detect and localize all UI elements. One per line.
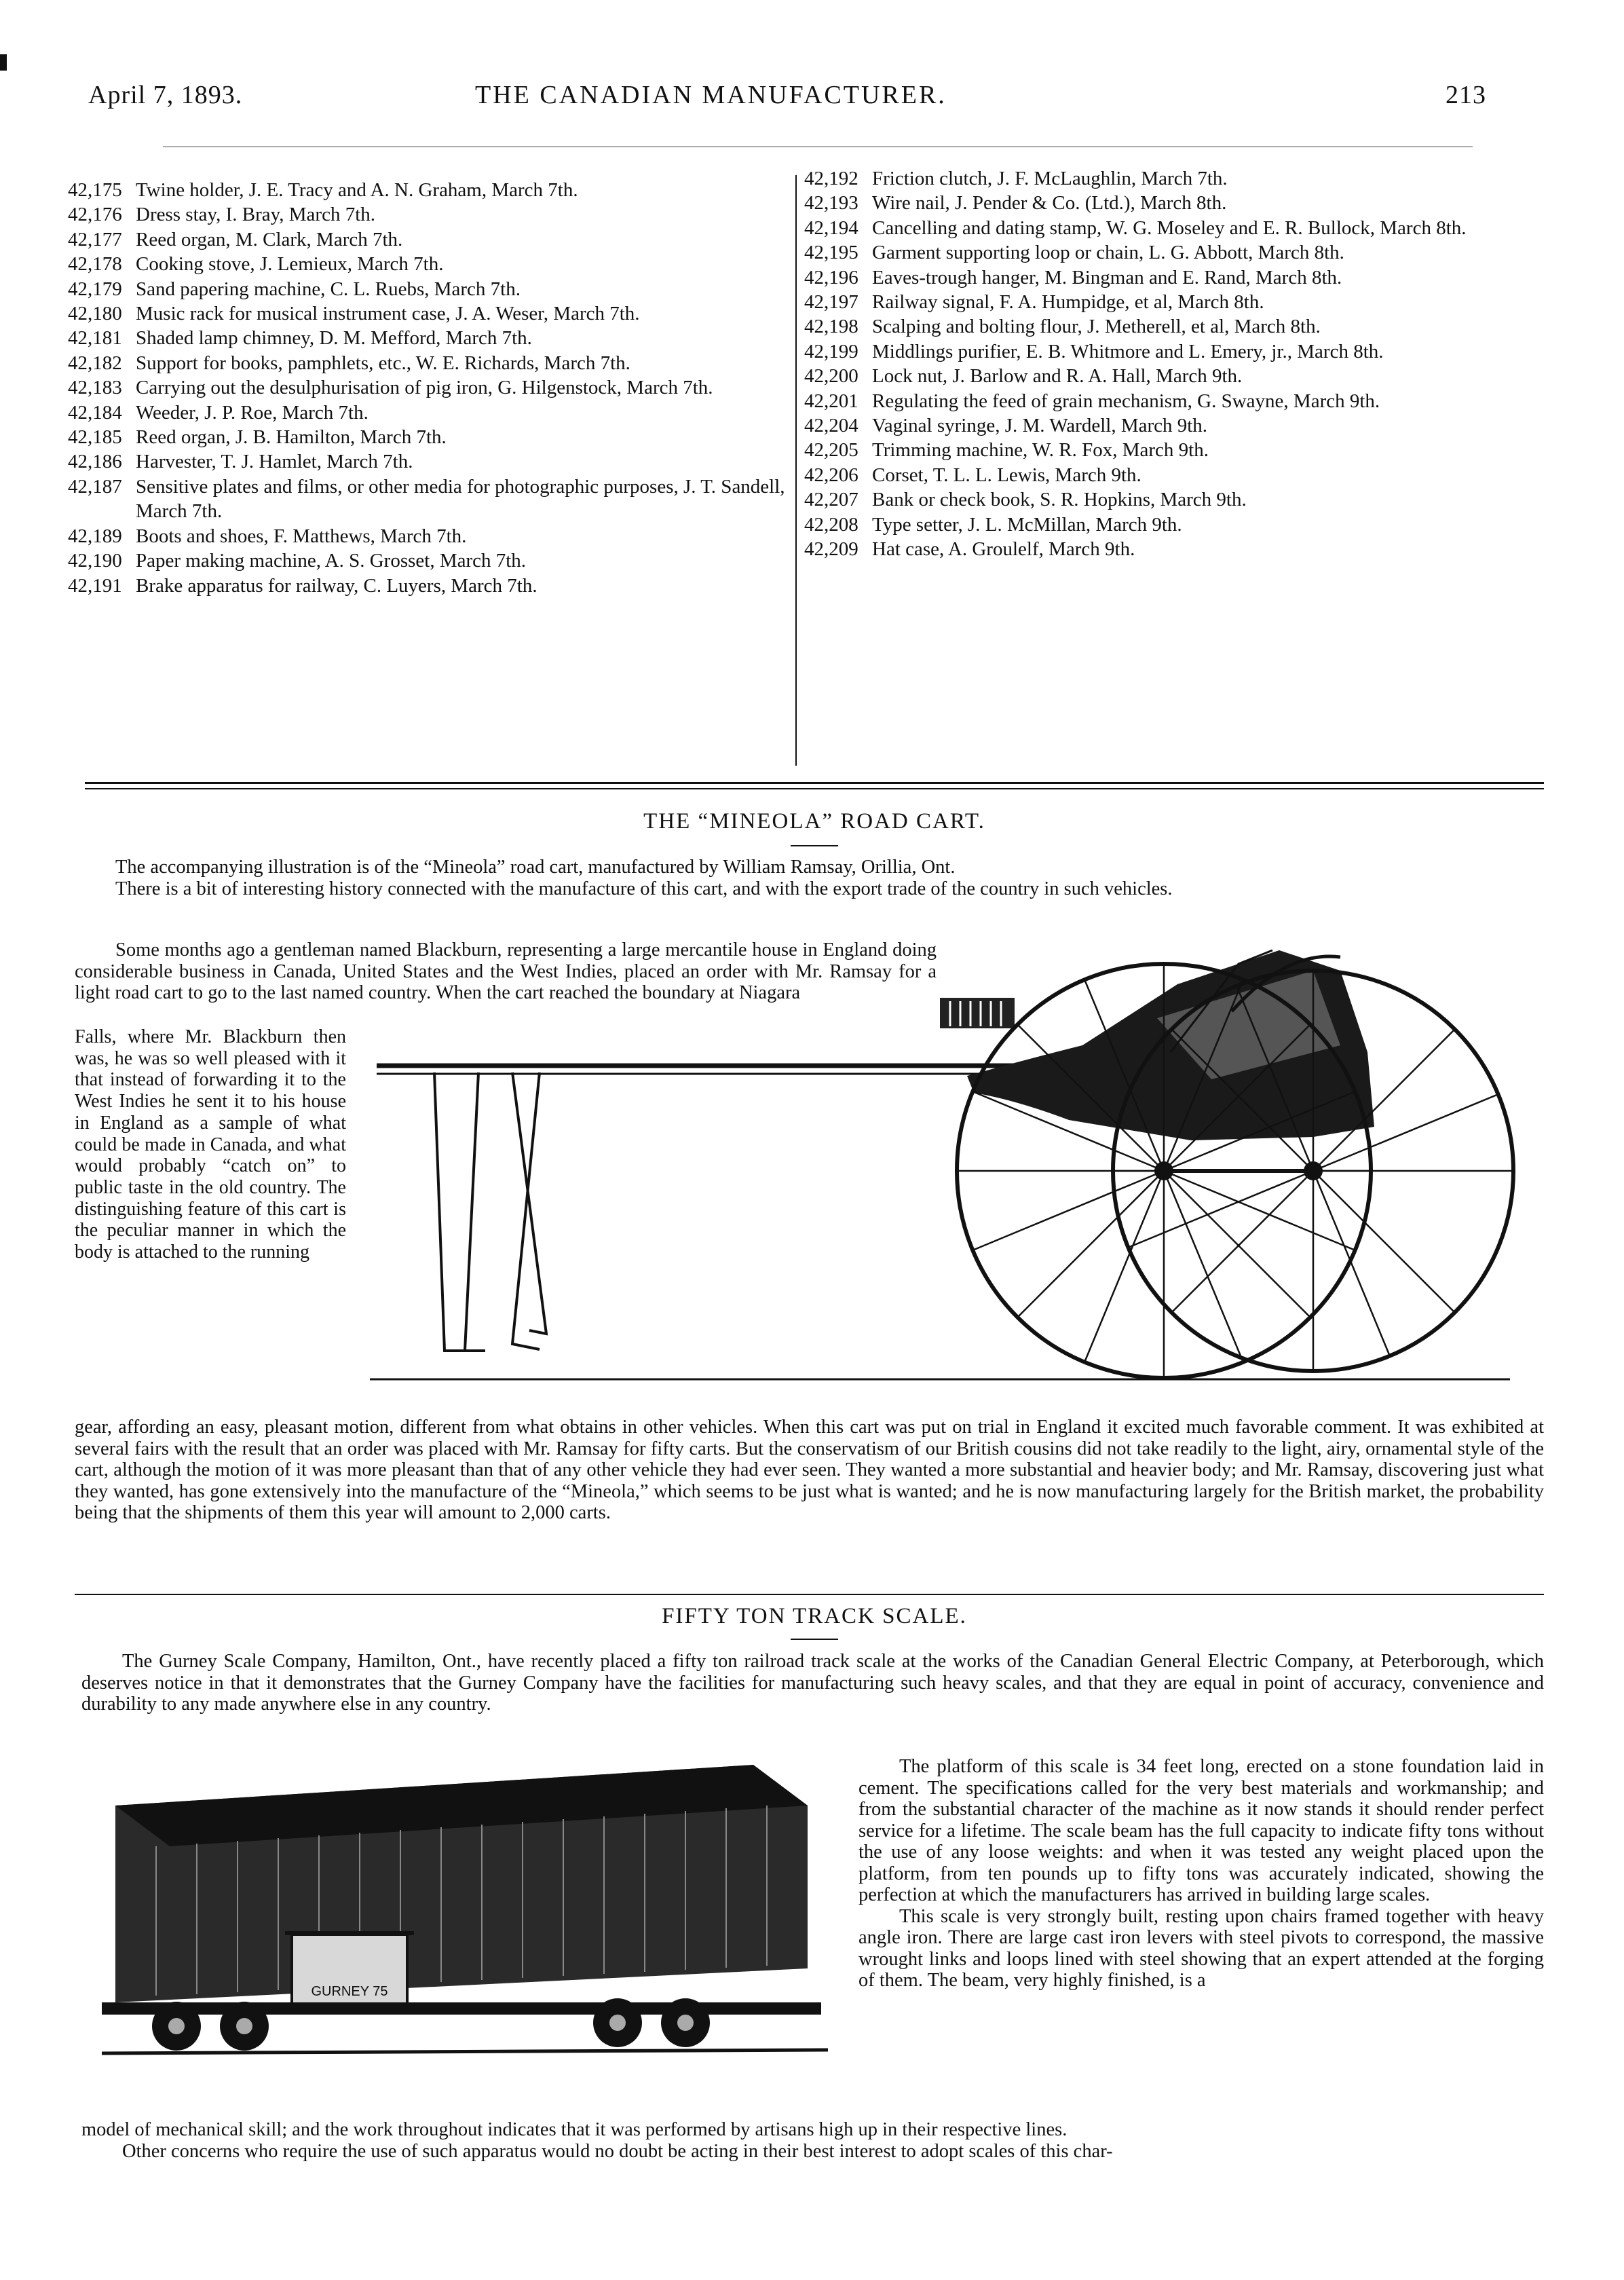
patent-entry — [68, 548, 787, 573]
patent-text: Paper making machine, A. S. Grosset, March 7th. — [136, 550, 527, 572]
patent-number: 42,194 — [804, 217, 858, 239]
patent-entry — [68, 524, 787, 548]
header-date: April 7, 1893. — [88, 81, 243, 109]
boxcar-illustration — [102, 1751, 835, 2063]
header-title: THE CANADIAN MANUFACTURER. — [475, 81, 947, 109]
patent-entry — [804, 438, 1537, 462]
patent-text: Cancelling and dating stamp, W. G. Moseley and E. R. Bullock, March 8th. — [872, 217, 1467, 239]
patent-number: 42,208 — [804, 513, 858, 536]
patent-text: Reed organ, J. B. Hamilton, March 7th. — [136, 426, 447, 449]
patent-entry — [68, 474, 787, 524]
patent-number: 42,201 — [804, 390, 858, 412]
patent-text: Brake apparatus for railway, C. Luyers, March 7th. — [136, 574, 537, 597]
mineola-paragraph-3-narrow-text: Falls, where Mr. Blackburn then was, he was so well pleased with it that instead of forwarding it to the West Indies he sent it to his house in England as a sample of what could be made in Canada, and what would probably “catch on” to public taste in the old country. The distinguishing feature of this cart is the peculiar manner in which the body is attached to the running — [75, 1026, 346, 1263]
patent-number: 42,186 — [68, 451, 122, 473]
patent-number: 42,207 — [804, 489, 858, 511]
patent-entry — [804, 389, 1537, 413]
scale-intro — [81, 1651, 1544, 1715]
patent-entry — [68, 574, 787, 598]
patent-text: Dress stay, I. Bray, March 7th. — [136, 204, 376, 226]
mineola-paragraph-2: There is a bit of interesting history connected with the manufacture of this cart, and with the export trade of the country in such vehicles. — [115, 878, 1173, 899]
mineola-title: THE “MINEOLA” ROAD CART. — [643, 809, 985, 834]
patent-text: Eaves-trough hanger, M. Bingman and E. Rand, March 8th. — [872, 266, 1342, 288]
patent-number: 42,189 — [68, 525, 122, 547]
scale-title: FIFTY TON TRACK SCALE. — [662, 1604, 967, 1628]
patent-text: Friction clutch, J. F. McLaughlin, March 7th. — [872, 168, 1228, 189]
patent-number: 42,191 — [68, 574, 122, 597]
column-divider — [795, 175, 797, 766]
mineola-paragraph-3-end-text: gear, affording an easy, pleasant motion, different from what obtains in other vehicles. When this cart was put on trial in England it excited much favorable comment. It was exhibited at several fairs with the result that an order was placed with Mr. Ramsay for fifty carts. But the conservatism of our British cousins did not take readily to the light, airy, ornamental style of the cart, although the motion of it was more pleasant than that of any other vehicle they had ever seen. They wanted a more substantial and heavier body; and Mr. Ramsay, discovering just what they wanted, has gone extensively into the manufacture of the “Mineola,” which seems to be just what is wanted; and he is now manufacturing largely for the British market, the probability being that the shipments of them this year will amount to 2,000 carts. — [75, 1417, 1544, 1523]
patent-number: 42,183 — [68, 377, 122, 399]
patent-text: Sand papering machine, C. L. Ruebs, March 7th. — [136, 278, 521, 300]
patent-entry — [68, 400, 787, 425]
scale-paragraph-construction-end: model of mechanical skill; and the work throughout indicates that it was performed by artisans high up in their respective lines. — [81, 2119, 1068, 2140]
patent-number: 42,204 — [804, 415, 858, 437]
patent-entry — [68, 449, 787, 474]
patent-text: Vaginal syringe, J. M. Wardell, March 9th. — [872, 415, 1208, 437]
patent-entry — [804, 487, 1537, 512]
article-rule — [75, 1594, 1544, 1595]
patent-text: Shaded lamp chimney, D. M. Mefford, March 7th. — [136, 327, 532, 350]
patent-number: 42,209 — [804, 538, 858, 561]
patent-number: 42,200 — [804, 365, 858, 388]
patent-entry — [68, 227, 787, 252]
patent-text: Hat case, A. Groulelf, March 9th. — [872, 538, 1135, 561]
patent-entry — [804, 339, 1537, 364]
patent-text: Middlings purifier, E. B. Whitmore and L. Emery, jr., March 8th. — [872, 340, 1384, 362]
patent-number: 42,175 — [68, 179, 122, 201]
patent-text: Support for books, pamphlets, etc., W. E. Richards, March 7th. — [136, 352, 630, 374]
mineola-paragraph-3-narrow — [75, 1026, 346, 1263]
patent-text: Reed organ, M. Clark, March 7th. — [136, 228, 403, 250]
patent-number: 42,180 — [68, 303, 122, 325]
patent-text: Weeder, J. P. Roe, March 7th. — [136, 401, 369, 424]
patent-entry — [804, 290, 1537, 314]
patent-entry — [804, 413, 1537, 438]
patent-number: 42,187 — [68, 475, 122, 498]
patent-text: Boots and shoes, F. Matthews, March 7th. — [136, 525, 467, 547]
patent-number: 42,206 — [804, 464, 858, 486]
mineola-paragraph-1: The accompanying illustration is of the “Mineola” road cart, manufactured by William Ramsay, Orillia, Ont. — [115, 857, 956, 878]
patent-text: Type setter, J. L. McMillan, March 9th. — [872, 513, 1182, 536]
patent-number: 42,199 — [804, 340, 858, 362]
patent-number: 42,177 — [68, 228, 122, 250]
scale-paragraph-construction: This scale is very strongly built, resting upon chairs framed together with heavy angle iron. There are large cast iron levers with steel pivots to correspond, the massive wrought links and loops lined with steel showing that an expert attended at the forging of them. The beam, very highly finished, is a — [858, 1905, 1544, 1991]
patent-entry — [804, 240, 1537, 265]
title-underline — [791, 845, 838, 846]
patent-text: Twine holder, J. E. Tracy and A. N. Graham, March 7th. — [136, 179, 578, 201]
patent-text: Wire nail, J. Pender & Co. (Ltd.), March 8th. — [872, 192, 1227, 214]
patent-text: Railway signal, F. A. Humpidge, et al, March 8th. — [872, 291, 1264, 314]
patent-number: 42,197 — [804, 291, 858, 314]
mineola-paragraph-3-end — [75, 1417, 1544, 1524]
patent-entry — [804, 537, 1537, 561]
section-rule-top — [85, 782, 1544, 784]
patent-entry — [804, 191, 1537, 215]
patent-entry — [68, 301, 787, 326]
patent-text: Harvester, T. J. Hamlet, March 7th. — [136, 451, 413, 473]
patent-text: Carrying out the desulphurisation of pig iron, G. Hilgenstock, March 7th. — [136, 377, 713, 399]
scale-paragraph-platform: The platform of this scale is 34 feet long, erected on a stone foundation laid in cement. The specifications called for the very best materials and workmanship; and from the substantial character of the machine as it now stands it should render perfect service for a lifetime. The scale beam has the full capacity to indicate fifty tons without the use of any loose weights: and when it was tested any weight placed upon the platform, from ten pounds up to fifty tons was accurately indicated, showing the perfection at which the manufacturers has arrived in building large scales. — [858, 1756, 1544, 1905]
title-underline — [791, 1639, 838, 1640]
patent-number: 42,179 — [68, 278, 122, 300]
patent-text: Music rack for musical instrument case, J. A. Weser, March 7th. — [136, 303, 640, 325]
patent-text: Sensitive plates and films, or other media for photographic purposes, J. T. Sandell, March 7th. — [136, 475, 785, 523]
patent-text: Garment supporting loop or chain, L. G. Abbott, March 8th. — [872, 242, 1344, 264]
patent-entry — [68, 202, 787, 227]
patent-entry — [804, 512, 1537, 537]
patent-number: 42,198 — [804, 316, 858, 338]
patent-number: 42,184 — [68, 401, 122, 424]
patent-number: 42,205 — [804, 439, 858, 462]
scale-intro-text: The Gurney Scale Company, Hamilton, Ont., have recently placed a fifty ton railroad track scale at the works of the Canadian General Electric Company, at Peterborough, which deserves notice in that it demonstrates that the Gurney Company have the facilities for manufacturing such heavy scales, and that they are equal in point of accuracy, convenience and durability to any made anywhere else in any country. — [81, 1651, 1544, 1715]
boxcar-label: GURNEY 75 — [311, 1984, 388, 1999]
patent-list-left — [68, 178, 787, 598]
patent-text: Scalping and bolting flour, J. Metherell, et al, March 8th. — [872, 316, 1321, 338]
patent-text: Trimming machine, W. R. Fox, March 9th. — [872, 439, 1209, 462]
patent-number: 42,196 — [804, 266, 858, 288]
mineola-intro — [75, 857, 1544, 899]
patent-number: 42,195 — [804, 242, 858, 264]
patent-entry — [68, 326, 787, 350]
scale-column-right — [858, 1756, 1544, 1992]
patent-list-right — [804, 166, 1537, 562]
patent-entry — [68, 277, 787, 301]
patent-text: Cooking stove, J. Lemieux, March 7th. — [136, 253, 444, 276]
patent-number: 42,181 — [68, 327, 122, 350]
patent-text: Corset, T. L. L. Lewis, March 9th. — [872, 464, 1141, 486]
header-page-number: 213 — [1446, 81, 1486, 109]
patent-entry — [804, 364, 1537, 388]
patent-entry — [68, 375, 787, 400]
header-rule — [163, 146, 1473, 147]
patent-number: 42,193 — [804, 192, 858, 214]
patent-number: 42,185 — [68, 426, 122, 449]
patent-number: 42,178 — [68, 253, 122, 276]
patent-entry — [68, 425, 787, 449]
patent-text: Lock nut, J. Barlow and R. A. Hall, March 9th. — [872, 365, 1243, 388]
patent-number: 42,190 — [68, 550, 122, 572]
patent-number: 42,176 — [68, 204, 122, 226]
patent-number: 42,192 — [804, 168, 858, 189]
page-edge-mark — [0, 54, 7, 71]
road-cart-illustration — [377, 910, 1544, 1398]
patent-number: 42,182 — [68, 352, 122, 374]
patent-entry — [68, 351, 787, 375]
patent-entry — [804, 216, 1537, 240]
patent-entry — [804, 463, 1537, 487]
mineola-paragraph-3-wide-text: Some months ago a gentleman named Blackburn, representing a large mercantile house in England doing considerable business in Canada, United States and the West Indies, placed an order with Mr. Ramsay for a light road cart to go to the last named country. When the cart reached the boundary at Niagara — [75, 939, 937, 1003]
patent-entry — [804, 314, 1537, 339]
scale-paragraph-final: Other concerns who require the use of such apparatus would no doubt be acting in their best interest to adopt scales of this char- — [122, 2140, 1113, 2162]
scale-bottom — [81, 2119, 1544, 2162]
patent-entry — [68, 252, 787, 276]
section-rule-bottom — [85, 788, 1544, 789]
patent-text: Bank or check book, S. R. Hopkins, March 9th. — [872, 489, 1247, 511]
patent-text: Regulating the feed of grain mechanism, G. Swayne, March 9th. — [872, 390, 1380, 412]
patent-entry — [804, 166, 1537, 191]
patent-entry — [68, 178, 787, 202]
patent-entry — [804, 265, 1537, 290]
